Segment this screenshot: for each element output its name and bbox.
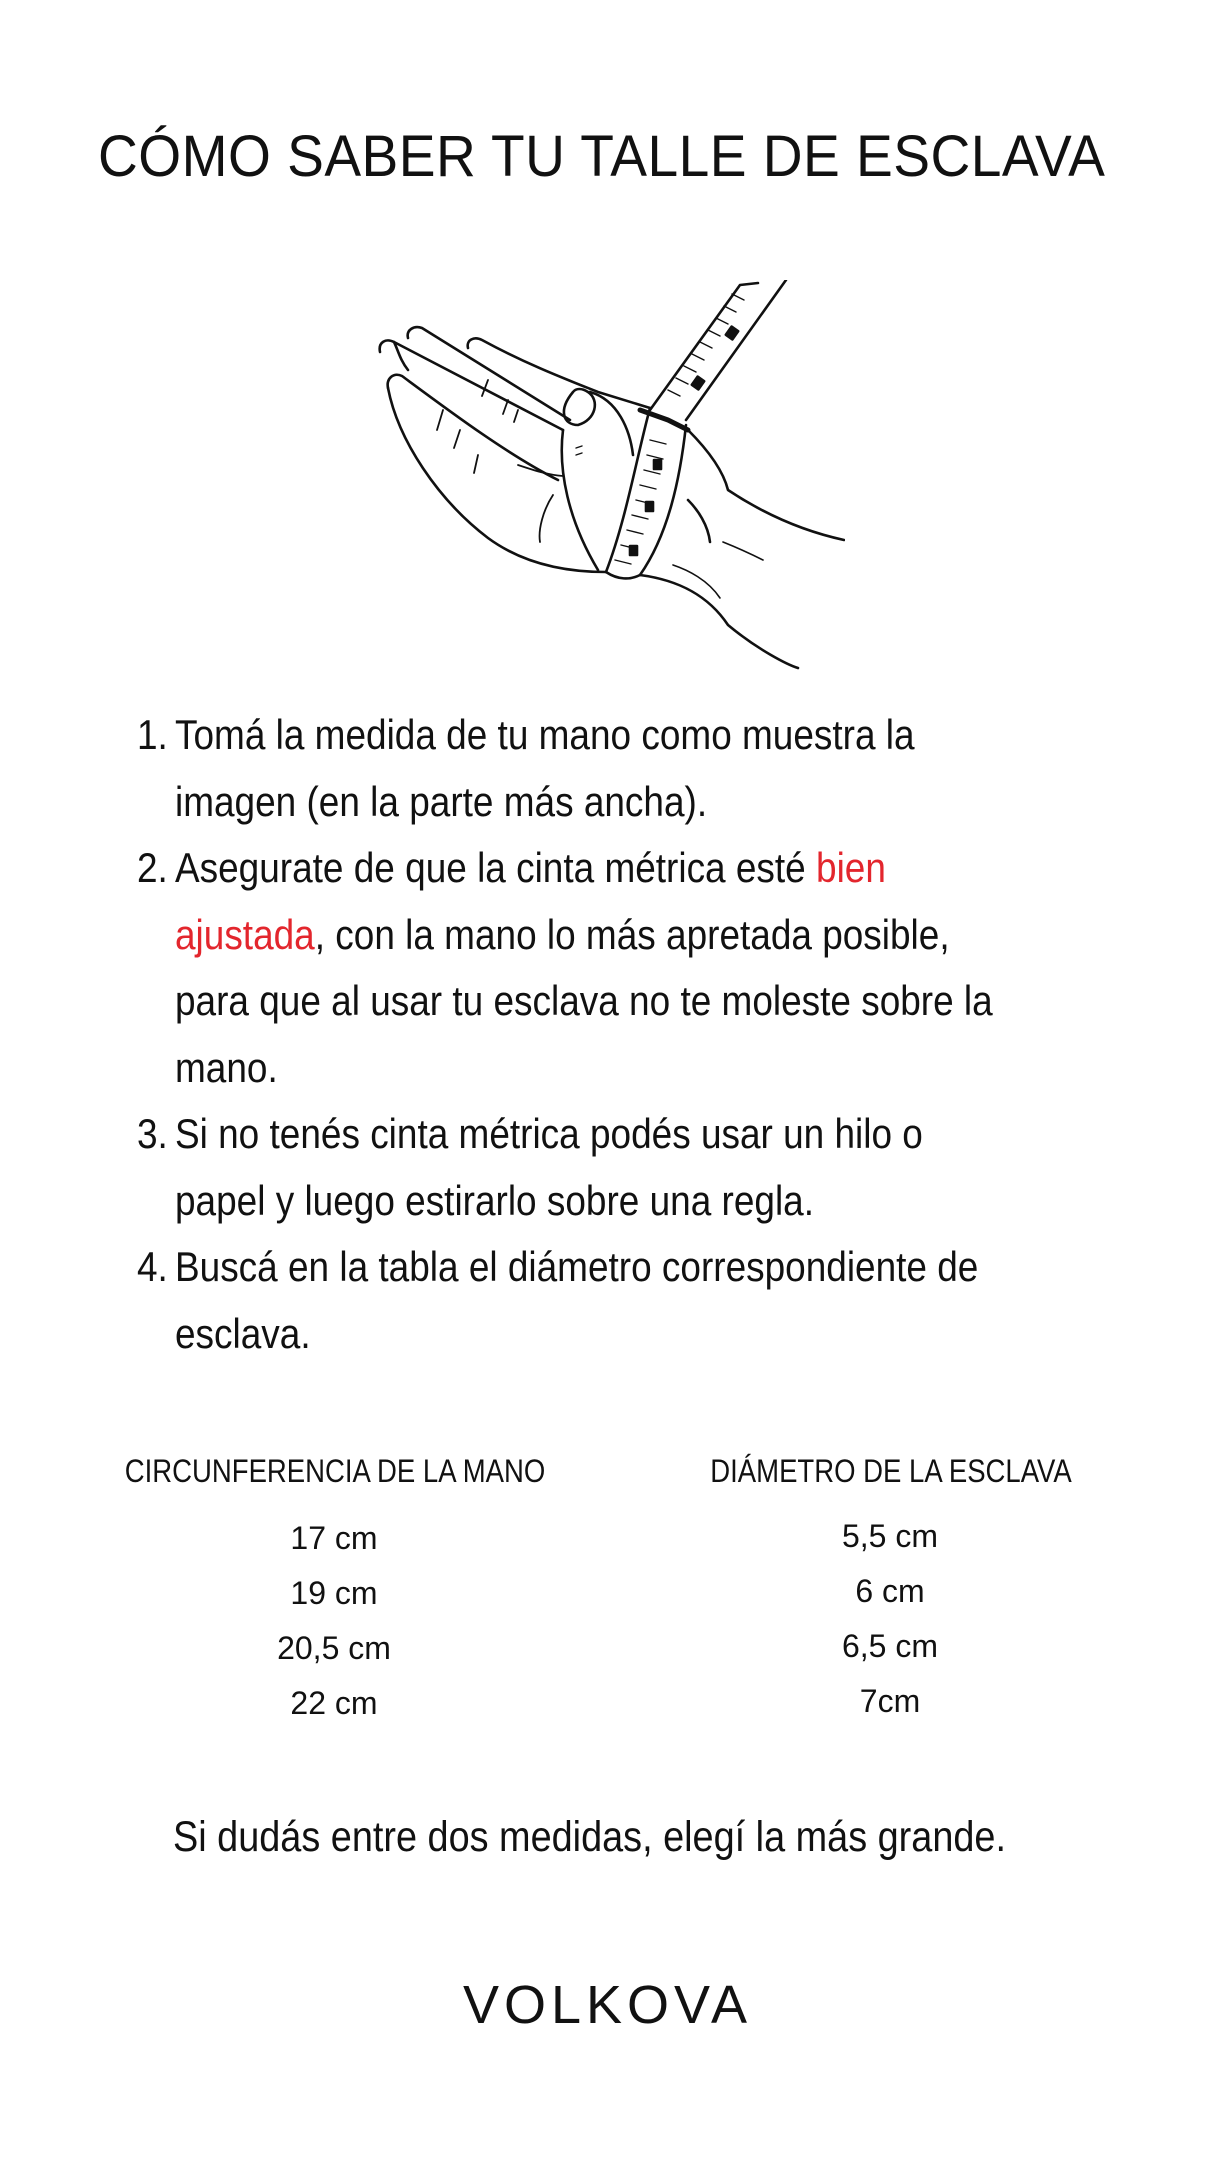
highlight-text: bien (816, 844, 886, 891)
step-line: imagen (en la parte más ancha). (175, 778, 708, 825)
table-cell-circumference: 20,5 cm (277, 1630, 391, 1666)
step-number: 3. (137, 1110, 168, 1157)
table-cell-diameter: 6,5 cm (841, 1628, 939, 1664)
table-cell-circumference: 22 cm (290, 1685, 378, 1721)
table-cell-circumference: 17 cm (290, 1520, 378, 1556)
table-cell-circumference: 19 cm (290, 1575, 378, 1611)
step-line: Si no tenés cinta métrica podés usar un hilo o (175, 1110, 923, 1157)
step-line: mano. (175, 1044, 278, 1091)
step-line: Tomá la medida de tu mano como muestra la (175, 711, 915, 758)
table-cell-diameter: 5,5 cm (841, 1518, 939, 1554)
step-line: para que al usar tu esclava no te moleste sobre la (175, 977, 993, 1024)
step-number: 2. (137, 844, 168, 891)
step-line: Asegurate de que la cinta métrica esté bien (175, 844, 886, 891)
size-advice-note: Si dudás entre dos medidas, elegí la más grande. (173, 1813, 1006, 1861)
step-number: 1. (137, 711, 168, 758)
step-line: papel y luego estirarlo sobre una regla. (175, 1177, 814, 1224)
highlight-text: ajustada (175, 911, 315, 958)
table-cell-diameter: 6 cm (855, 1573, 925, 1609)
step-line: Buscá en la tabla el diámetro correspondiente de (175, 1243, 979, 1290)
table-header-circumference: CIRCUNFERENCIA DE LA MANO (124, 1453, 546, 1489)
step-line: esclava. (175, 1310, 311, 1357)
hand-measuring-tape-icon (368, 280, 845, 680)
page-title: CÓMO SABER TU TALLE DE ESCLAVA (98, 124, 1106, 189)
table-cell-diameter: 7cm (859, 1683, 921, 1719)
brand-logo: VOLKOVA (462, 1975, 753, 2035)
step-number: 4. (137, 1243, 168, 1290)
table-header-diameter: DIÁMETRO DE LA ESCLAVA (710, 1453, 1072, 1489)
step-line: ajustada, con la mano lo más apretada posible, (175, 911, 950, 958)
